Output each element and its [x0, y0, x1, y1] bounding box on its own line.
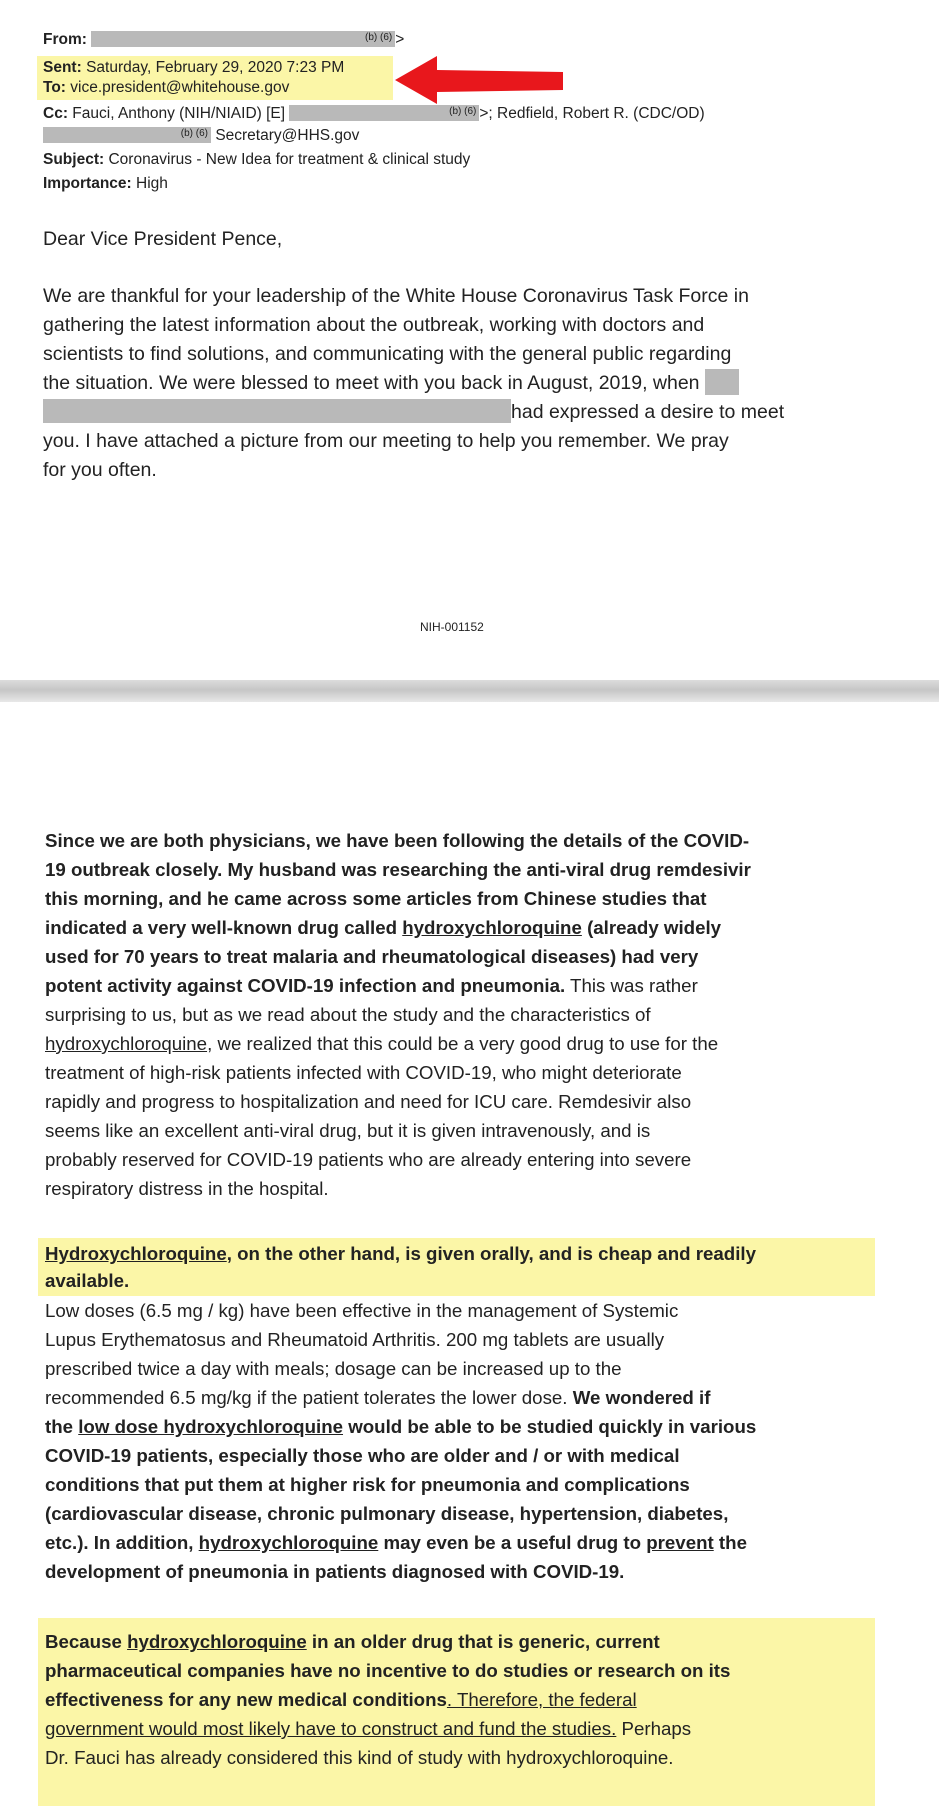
letter-line: We are thankful for your leadership of the White House Coronavirus Task Force in: [43, 285, 749, 307]
text-line: indicated a very well-known drug called hydroxychloroquine (already widely: [45, 917, 722, 938]
letter-line: gathering the latest information about the outbreak, working with doctors and: [43, 314, 705, 336]
text-line: respiratory distress in the hospital.: [45, 1178, 329, 1199]
text-line: available.: [45, 1270, 130, 1291]
text-line: prescribed twice a day with meals; dosage can be increased up to the: [45, 1358, 622, 1379]
document-page-2: [0, 702, 939, 1806]
text-line: effectiveness for any new medical conditions. Therefore, the federal: [45, 1689, 637, 1710]
letter-line: scientists to find solutions, and communicating with the general public regarding: [43, 343, 732, 365]
cc-line-2: (b) (6) Secretary@HHS.gov: [43, 126, 359, 145]
redaction-box: (b) (6): [289, 105, 479, 121]
text-line: Lupus Erythematosus and Rheumatoid Arthritis. 200 mg tablets are usually: [45, 1329, 665, 1350]
text-line: potent activity against COVID-19 infection and pneumonia. This was rather: [45, 975, 698, 996]
to-line: To: vice.president@whitehouse.gov: [43, 79, 290, 96]
text-line: hydroxychloroquine, we realized that this could be a very good drug to use for the: [45, 1033, 719, 1054]
text-line: seems like an excellent anti-viral drug, but it is given intravenously, and is: [45, 1120, 651, 1141]
from-line: From: (b) (6) >: [43, 31, 405, 48]
red-arrow-icon: [395, 54, 565, 106]
text-line: (cardiovascular disease, chronic pulmonary disease, hypertension, diabetes,: [45, 1503, 729, 1524]
cc-line: Cc: Fauci, Anthony (NIH/NIAID) [E] (b) (6) >; Redfield, Robert R. (CDC/OD): [43, 105, 705, 122]
page-separator: [0, 680, 939, 702]
text-line: probably reserved for COVID-19 patients who are already entering into severe: [45, 1149, 692, 1170]
text-line: Because hydroxychloroquine in an older drug that is generic, current: [45, 1631, 660, 1652]
importance-line: Importance: High: [43, 175, 168, 192]
text-line: Since we are both physicians, we have been following the details of the COVID-: [45, 830, 750, 851]
letter-line: the situation. We were blessed to meet with you back in August, 2019, when: [43, 369, 739, 398]
text-line: rapidly and progress to hospitalization and need for ICU care. Remdesivir also: [45, 1091, 692, 1112]
letter-line: you. I have attached a picture from our meeting to help you remember. We pray: [43, 430, 729, 452]
text-line: government would most likely have to construct and fund the studies. Perhaps: [45, 1718, 692, 1739]
redaction-box: (b) (6): [91, 31, 395, 47]
redaction-box: [705, 369, 739, 395]
text-line: pharmaceutical companies have no incentive to do studies or research on its: [45, 1660, 731, 1681]
text-line: etc.). In addition, hydroxychloroquine may even be a useful drug to prevent the: [45, 1532, 747, 1553]
document-page-1: [0, 0, 939, 680]
text-line: used for 70 years to treat malaria and rheumatological diseases) had very: [45, 946, 699, 967]
sent-line: Sent: Saturday, February 29, 2020 7:23 PM: [43, 59, 345, 76]
letter-line: for you often.: [43, 459, 157, 481]
text-line: conditions that put them at higher risk for pneumonia and complications: [45, 1474, 690, 1495]
redaction-box: (b) (6): [43, 127, 211, 143]
salutation: Dear Vice President Pence,: [43, 228, 283, 250]
text-line: treatment of high-risk patients infected with COVID-19, who might deteriorate: [45, 1062, 682, 1083]
text-line: Dr. Fauci has already considered this kind of study with hydroxychloroquine.: [45, 1747, 674, 1768]
text-line: development of pneumonia in patients diagnosed with COVID-19.: [45, 1561, 625, 1582]
text-line: surprising to us, but as we read about the study and the characteristics of: [45, 1004, 651, 1025]
text-line: 19 outbreak closely. My husband was researching the anti-viral drug remdesivir: [45, 859, 751, 880]
document-id: NIH-001152: [420, 620, 484, 634]
subject-line: Subject: Coronavirus - New Idea for treatment & clinical study: [43, 151, 471, 168]
text-line: Hydroxychloroquine, on the other hand, is given orally, and is cheap and readily: [45, 1243, 756, 1264]
text-line: this morning, and he came across some articles from Chinese studies that: [45, 888, 707, 909]
letter-line: had expressed a desire to meet: [43, 398, 784, 427]
text-line: the low dose hydroxychloroquine would be able to be studied quickly in various: [45, 1416, 757, 1437]
text-line: Low doses (6.5 mg / kg) have been effective in the management of Systemic: [45, 1300, 679, 1321]
text-line: recommended 6.5 mg/kg if the patient tolerates the lower dose. We wondered if: [45, 1387, 711, 1408]
redaction-box: [43, 399, 511, 423]
text-line: COVID-19 patients, especially those who are older and / or with medical: [45, 1445, 680, 1466]
